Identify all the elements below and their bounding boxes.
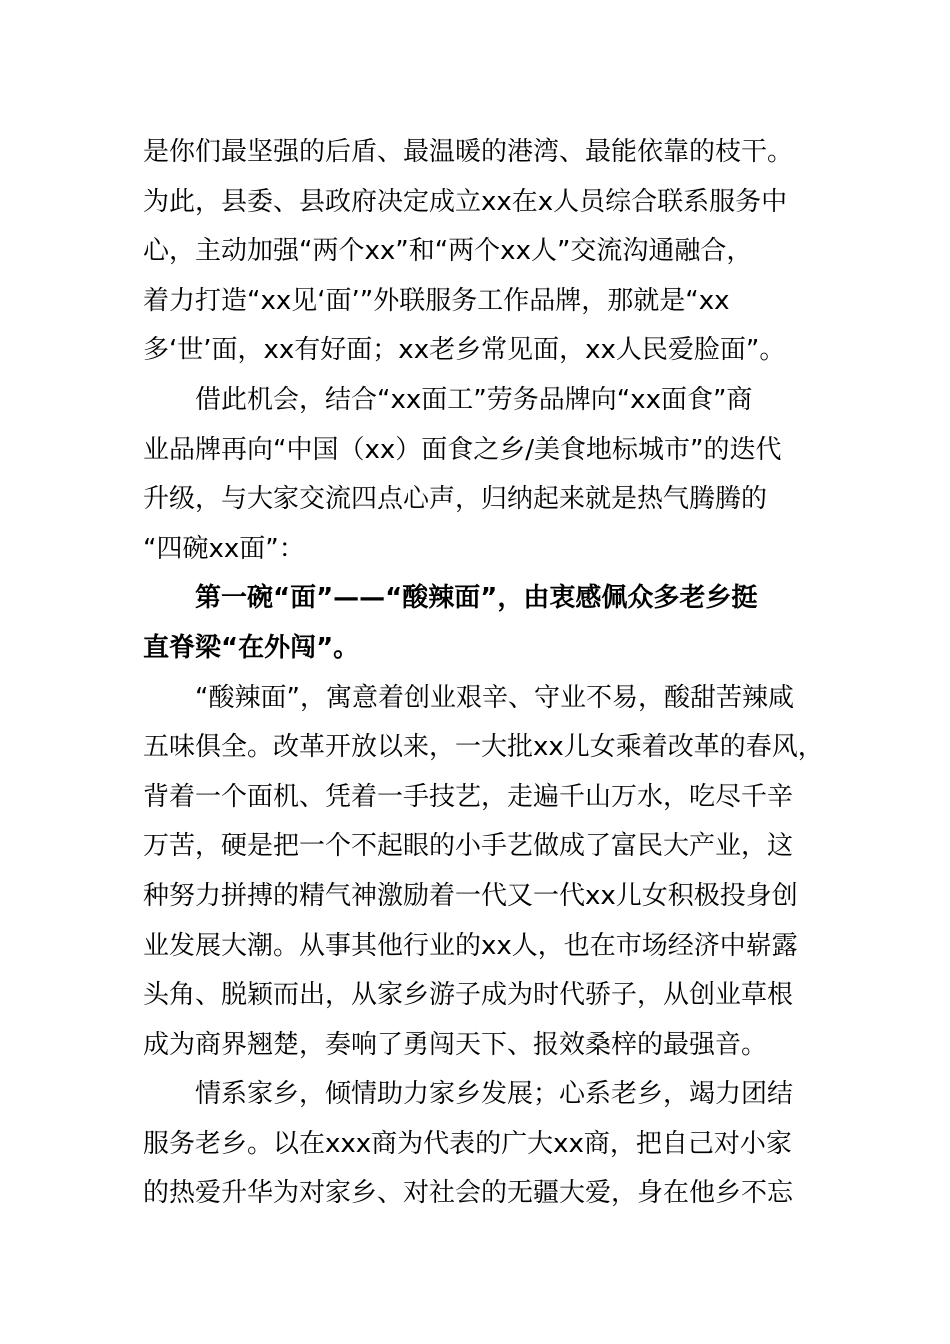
text-line: 服务老乡。以在xxx商为代表的广大xx商，把自己对小家 bbox=[143, 1128, 792, 1159]
text-line: “四碗xx面”： bbox=[143, 533, 305, 564]
text-line: 升级，与大家交流四点心声，归纳起来就是热气腾腾的 bbox=[143, 484, 768, 515]
text-line: 业品牌再向“中国（xx）面食之乡/美食地标城市”的迭代 bbox=[143, 434, 782, 465]
text-line: 背着一个面机、凭着一手技艺，走遍千山万水，吃尽千辛 bbox=[143, 781, 794, 812]
body-text bbox=[143, 128, 823, 1219]
section-heading-line: 直脊梁“在外闯”。 bbox=[143, 632, 360, 663]
text-line: 万苦，硬是把一个不起眼的小手艺做成了富民大产业，这 bbox=[143, 831, 794, 862]
text-line: 是你们最坚强的后盾、最温暖的港湾、最能依靠的枝干。 bbox=[143, 137, 794, 167]
text-line: 为此，县委、县政府决定成立xx在x人员综合联系服务中 bbox=[143, 186, 788, 217]
text-line: 心，主动加强“两个xx”和“两个xx人”交流沟通融合， bbox=[143, 236, 753, 267]
section-heading-line: 第一碗“面”——“酸辣面”，由衷感佩众多老乡挺 bbox=[195, 583, 758, 614]
text-line: 头角、脱颖而出，从家乡游子成为时代骄子，从创业草根 bbox=[143, 980, 794, 1011]
text-line: 着力打造“xx见‘面’”外联服务工作品牌，那就是“xx bbox=[143, 285, 730, 316]
text-line: 成为商界翘楚，奏响了勇闯天下、报效桑梓的最强音。 bbox=[143, 1029, 768, 1060]
text-line: 业发展大潮。从事其他行业的xx人，也在市场经济中崭露 bbox=[143, 930, 798, 961]
text-line: 多‘世’面，xx有好面；xx老乡常见面，xx人民爱脸面”。 bbox=[143, 335, 786, 366]
paragraph-start-line: 情系家乡，倾情助力家乡发展；心系老乡，竭力团结 bbox=[195, 1079, 794, 1110]
paragraph-start-line: “酸辣面”，寓意着创业艰辛、守业不易，酸甜苦辣咸 bbox=[195, 682, 794, 713]
text-line: 种努力拼搏的精气神激励着一代又一代xx儿女积极投身创 bbox=[143, 880, 798, 911]
text-line: 的热爱升华为对家乡、对社会的无疆大爱，身在他乡不忘 bbox=[143, 1178, 794, 1209]
text-line: 五味俱全。改革开放以来，一大批xx儿女乘着改革的春风， bbox=[143, 732, 824, 763]
paragraph-start-line: 借此机会，结合“xx面工”劳务品牌向“xx面食”商 bbox=[195, 384, 753, 415]
